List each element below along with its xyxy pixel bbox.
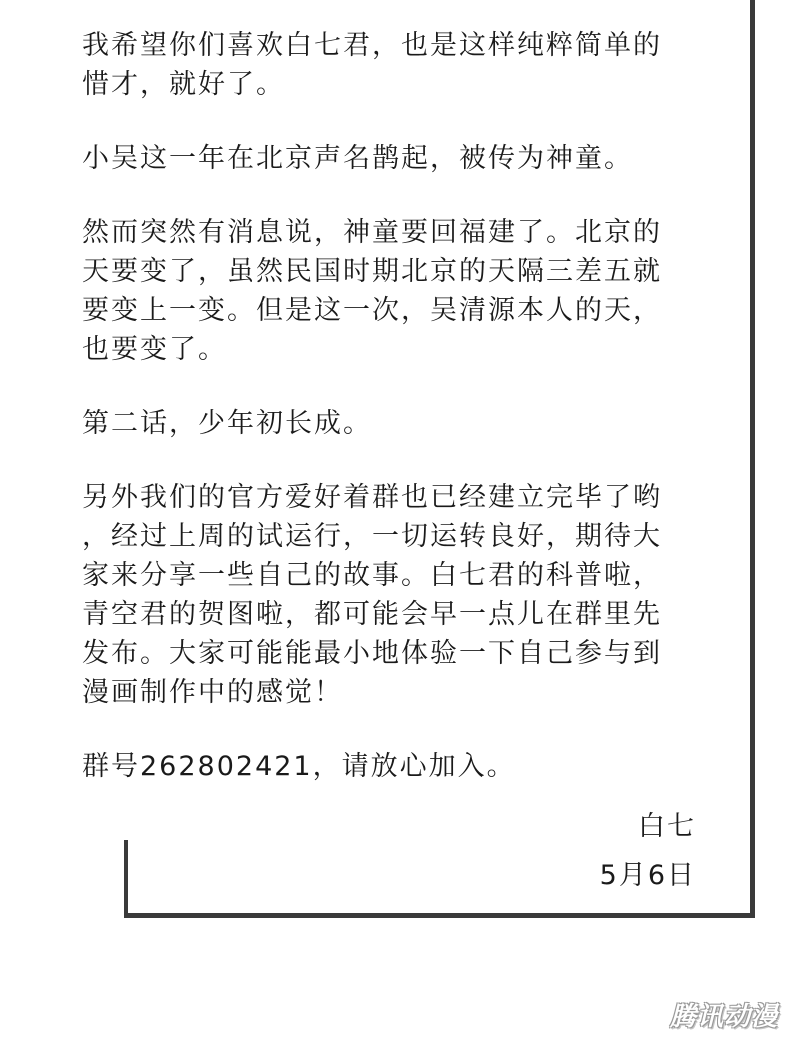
text-line: 惜才，就好了。	[82, 69, 285, 100]
paragraph-group-number	[82, 747, 732, 786]
paragraph-change	[82, 213, 732, 369]
text-line: 群号262802421，请放心加入。	[82, 751, 516, 782]
paper-frame-bottom	[124, 913, 755, 918]
text-line: 小吴这一年在北京声名鹊起，被传为神童。	[82, 143, 633, 174]
paragraph-chapter	[82, 404, 732, 443]
text-line: 发布。大家可能能最小地体验一下自己参与到	[82, 638, 662, 669]
text-line: 另外我们的官方爱好着群也已经建立完毕了哟	[82, 482, 662, 513]
watermark-logo: 腾讯动漫	[669, 1002, 778, 1032]
text-line: 天要变了，虽然民国时期北京的天隔三差五就	[82, 256, 662, 287]
text-line: 青空君的贺图啦，都可能会早一点儿在群里先	[82, 599, 662, 630]
text-line: 然而突然有消息说，神童要回福建了。北京的	[82, 217, 662, 248]
text-line: 家来分享一些自己的故事。白七君的科普啦，	[82, 560, 662, 591]
text-line: 要变上一变。但是这一次，吴清源本人的天，	[82, 295, 662, 326]
text-line: ，经过上周的试运行，一切运转良好，期待大	[82, 521, 662, 552]
letter-body	[82, 26, 732, 786]
paper-frame-right	[750, 0, 755, 918]
paragraph-group	[82, 478, 732, 712]
paragraph-prodigy	[82, 139, 732, 178]
text-line: 漫画制作中的感觉！	[82, 677, 343, 708]
text-line: 第二话，少年初长成。	[82, 408, 372, 439]
paper-frame-left	[124, 840, 128, 918]
text-line: 也要变了。	[82, 334, 227, 365]
signature-name: 白七	[638, 811, 696, 842]
signature-date: 5月6日	[599, 860, 696, 891]
text-line: 我希望你们喜欢白七君，也是这样纯粹简单的	[82, 30, 662, 61]
paragraph-hope	[82, 26, 732, 104]
